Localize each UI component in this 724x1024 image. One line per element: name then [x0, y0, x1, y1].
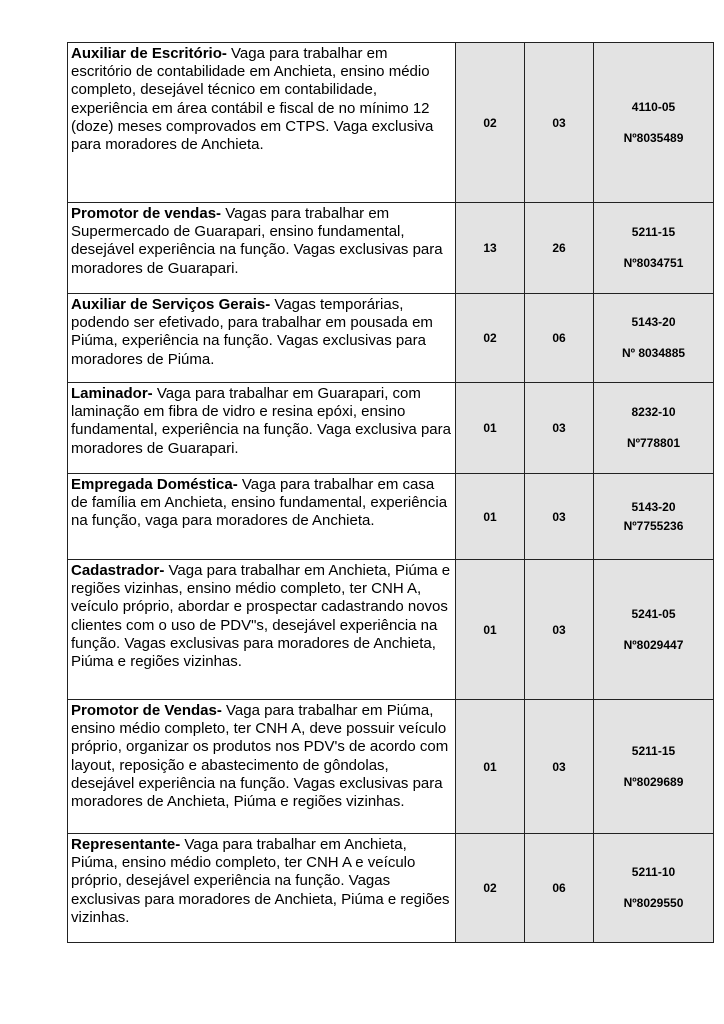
job-code-cell	[594, 203, 714, 294]
job-code-cell	[594, 294, 714, 383]
referrals-count: 26	[525, 203, 594, 294]
vacancies-count: 02	[456, 834, 525, 943]
job-title: Empregada Doméstica-	[71, 476, 238, 493]
vacancy-number: Nº8035489	[623, 130, 684, 145]
vacancy-number: Nº8029689	[623, 774, 684, 789]
job-description-cell	[68, 834, 456, 943]
referrals-count: 06	[525, 834, 594, 943]
job-title: Promotor de vendas-	[71, 205, 222, 222]
job-description: Vagas temporárias, podendo ser efetivado, para trabalhar em pousada em Piúma, experiência na função. Vagas exclusivas para moradores de Piúma.	[71, 296, 433, 368]
vacancy-number: Nº 8034885	[621, 346, 686, 360]
cbo-code: 5211-15	[631, 743, 676, 758]
table-row	[68, 474, 714, 560]
referrals-count: 03	[525, 43, 594, 203]
table-row	[68, 43, 714, 203]
cbo-code: 5143-20	[631, 499, 676, 514]
job-code-cell	[594, 560, 714, 700]
referrals-count: 03	[525, 560, 594, 700]
cbo-code: 4110-05	[631, 99, 676, 114]
job-code-cell	[594, 700, 714, 834]
job-description: Vaga para trabalhar em casa de família em Anchieta, ensino fundamental, experiência na função, vaga para moradores de Anchieta.	[71, 476, 448, 530]
vacancies-count: 02	[456, 294, 525, 383]
job-title: Representante-	[71, 836, 181, 853]
referrals-count: 03	[525, 474, 594, 560]
job-description-cell	[68, 43, 456, 203]
vacancies-count: 13	[456, 203, 525, 294]
table-row	[68, 834, 714, 943]
vacancies-count: 01	[456, 383, 525, 474]
job-title: Auxiliar de Serviços Gerais-	[71, 296, 271, 313]
job-code-cell	[594, 834, 714, 943]
job-title: Cadastrador-	[71, 562, 165, 579]
vacancy-number: Nº8029447	[623, 637, 684, 652]
job-description-cell	[68, 383, 456, 474]
job-description: Vaga para trabalhar em escritório de contabilidade em Anchieta, ensino médio completo, desejável técnico em contabilidade, experiência em área contábil e fiscal de no mínimo 12 (doze) meses comprovados em CTPS. Vaga exclusiva para moradores de Anchieta.	[71, 45, 434, 154]
referrals-count: 06	[525, 294, 594, 383]
vacancy-number: Nº8034751	[623, 256, 684, 270]
job-code-cell	[594, 43, 714, 203]
table-row	[68, 383, 714, 474]
cbo-code: 5143-20	[631, 315, 676, 329]
job-title: Laminador-	[71, 385, 153, 402]
table-row	[68, 294, 714, 383]
vacancy-number: Nº7755236	[623, 518, 684, 533]
table-row	[68, 560, 714, 700]
job-code-cell	[594, 474, 714, 560]
vacancies-count: 01	[456, 474, 525, 560]
job-title: Promotor de Vendas-	[71, 702, 222, 719]
job-description-cell	[68, 700, 456, 834]
cbo-code: 5241-05	[631, 606, 676, 621]
job-description: Vaga para trabalhar em Guarapari, com laminação em fibra de vidro e resina epóxi, ensino fundamental, experiência na função. Vaga exclusiva para moradores de Guarapari.	[71, 385, 451, 457]
referrals-count: 03	[525, 700, 594, 834]
job-description-cell	[68, 203, 456, 294]
job-description: Vaga para trabalhar em Piúma, ensino médio completo, ter CNH A, deve possuir veículo próprio, organizar os produtos nos PDV's de acordo com layout, reposição e abastecimento de gôndolas, desejável experiência na função. Vagas exclusivas para moradores de Anchieta, Piúma e regiões vizinhas.	[71, 702, 449, 811]
referrals-count: 03	[525, 383, 594, 474]
cbo-code: 5211-15	[631, 225, 676, 239]
table-row	[68, 700, 714, 834]
vacancies-count: 01	[456, 700, 525, 834]
vacancies-count: 01	[456, 560, 525, 700]
job-description-cell	[68, 294, 456, 383]
job-title: Auxiliar de Escritório-	[71, 45, 227, 62]
job-code-cell	[594, 383, 714, 474]
job-description-cell	[68, 560, 456, 700]
cbo-code: 8232-10	[631, 405, 676, 419]
cbo-code: 5211-10	[631, 865, 676, 879]
job-description: Vaga para trabalhar em Anchieta, Piúma e regiões vizinhas, ensino médio completo, ter CNH A, veículo próprio, abordar e prospectar cadastrando novos clientes com o uso de PDV"s, desejável experiência na função. Vagas exclusivas para moradores de Anchieta, Piúma e regiões vizinhas.	[71, 562, 451, 671]
vacancies-count: 02	[456, 43, 525, 203]
job-description-cell	[68, 474, 456, 560]
job-description: Vaga para trabalhar em Anchieta, Piúma, ensino médio completo, ter CNH A e veículo próprio, desejável experiência na função. Vagas exclusivas para moradores de Anchieta, Piúma e regiões vizinhas.	[71, 836, 450, 926]
vacancy-number: Nº8029550	[623, 896, 684, 910]
job-description: Vagas para trabalhar em Supermercado de Guarapari, ensino fundamental, desejável experiência na função. Vagas exclusivas para moradores de Guarapari.	[71, 205, 443, 277]
job-vacancies-table	[67, 42, 714, 943]
vacancy-number: Nº778801	[626, 436, 681, 450]
table-row	[68, 203, 714, 294]
